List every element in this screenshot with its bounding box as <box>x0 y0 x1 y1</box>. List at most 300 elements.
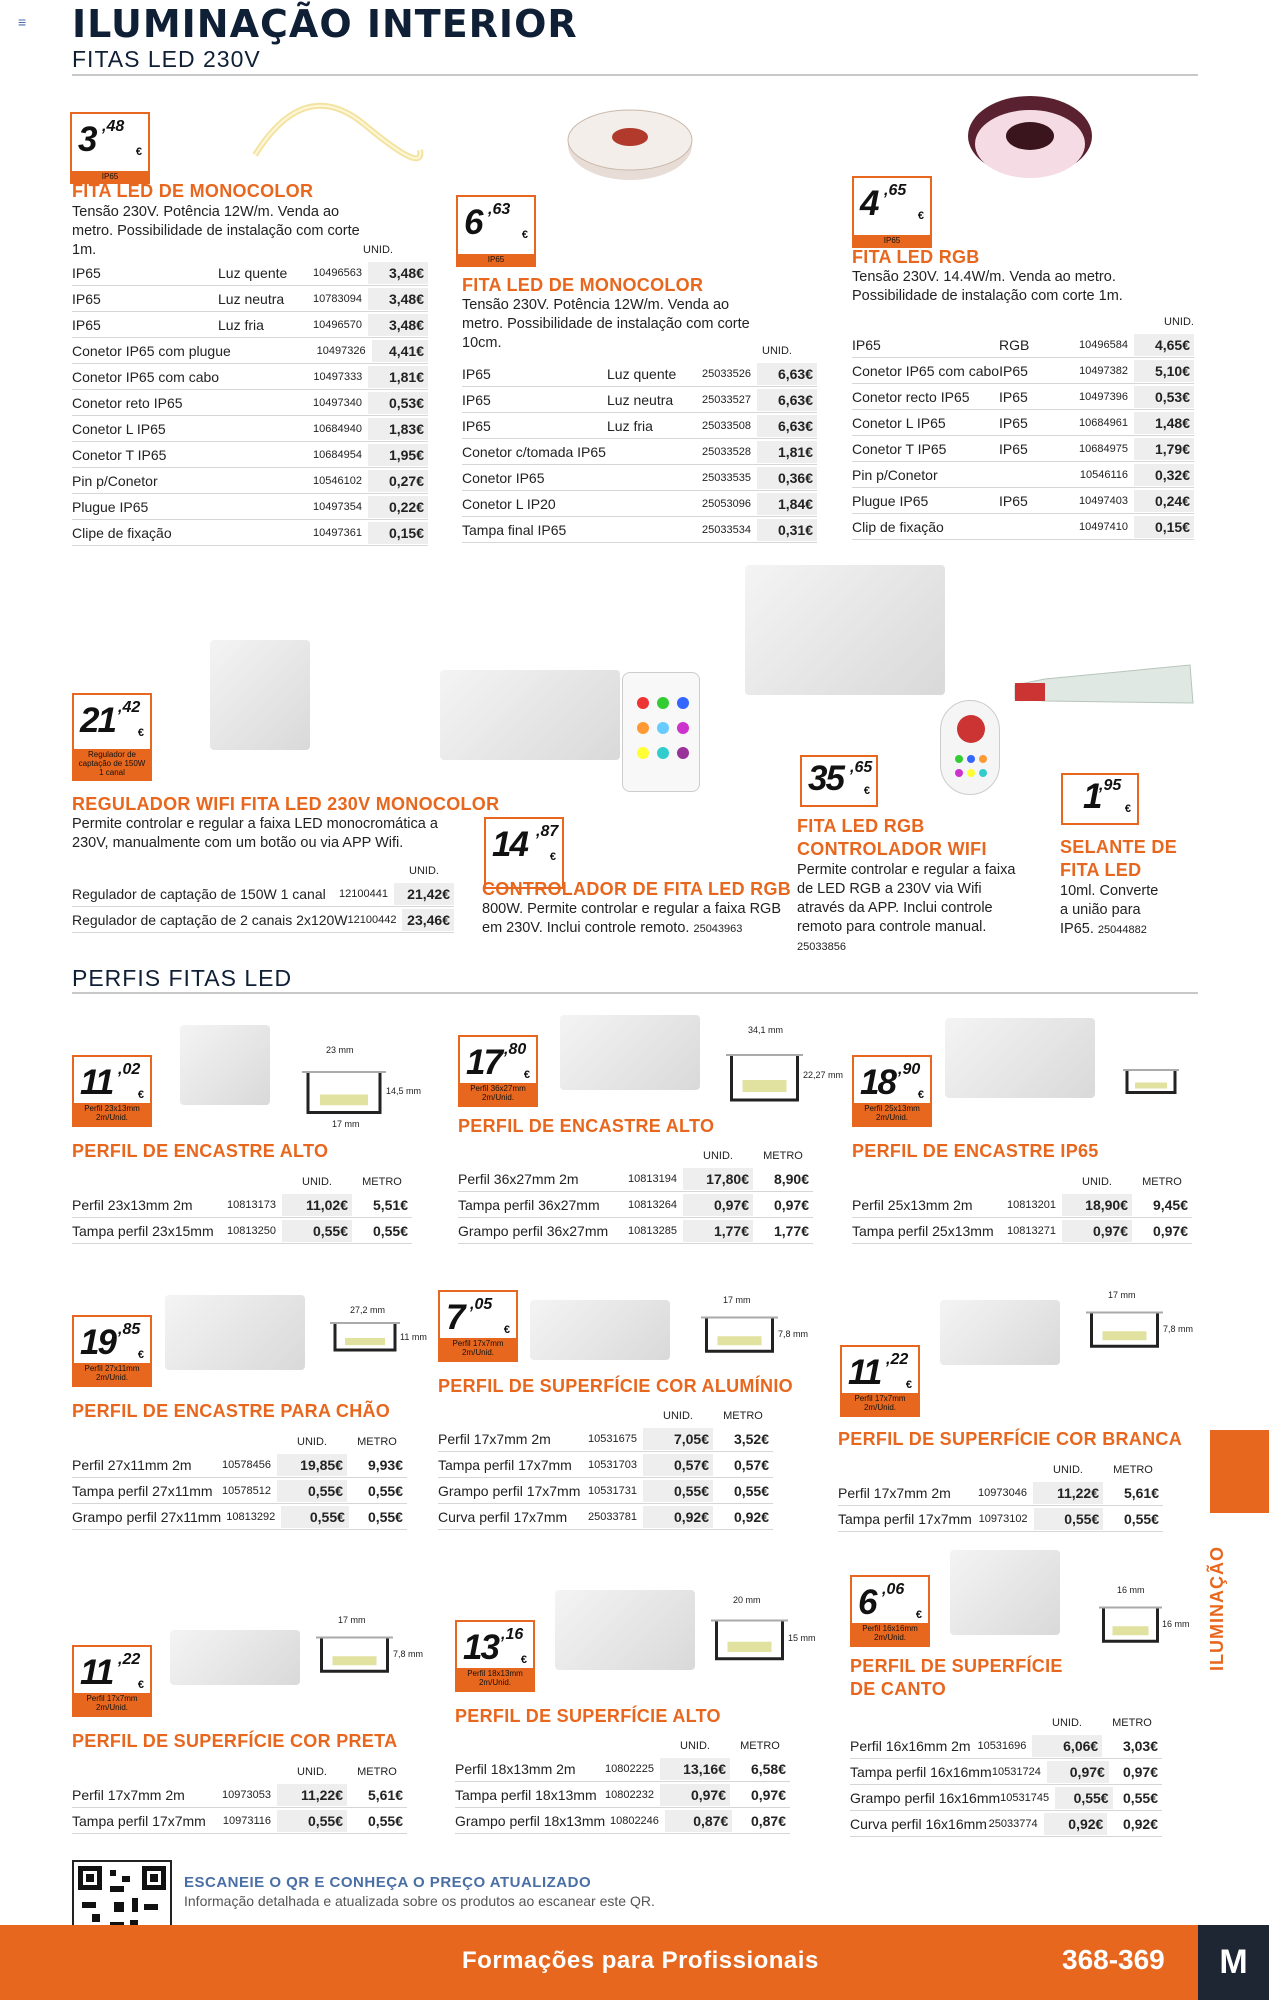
item-ref: 10497340 <box>313 396 362 409</box>
item-name: Tampa perfil 36x27mm <box>458 1196 600 1213</box>
product-table <box>458 1150 813 1244</box>
price-decimals: ,42 <box>118 699 141 716</box>
item-price-metro: 3,52€ <box>733 1430 769 1447</box>
item-ref: 10813285 <box>628 1224 677 1237</box>
table-row <box>462 439 817 465</box>
table-row <box>455 1782 790 1808</box>
product-table <box>72 865 454 933</box>
profile-diagram <box>700 1595 816 1680</box>
price-tag <box>800 755 878 807</box>
table-row <box>852 462 1194 488</box>
table-row <box>458 1192 813 1218</box>
table-row <box>72 1808 407 1834</box>
item-price: 4,41€ <box>372 340 428 362</box>
item-price: 1,48€ <box>1134 412 1194 434</box>
profile-diagram <box>290 1045 422 1135</box>
dimension-label: 17 mm <box>332 1118 360 1129</box>
price-integer: 7 <box>446 1298 464 1337</box>
price-badge: Perfil 36x27mm 2m/Unid. <box>460 1083 536 1105</box>
price-badge: Perfil 17x7mm 2m/Unid. <box>74 1693 150 1715</box>
item-name: Tampa perfil 17x7mm <box>838 1510 972 1527</box>
col-unit: UNID. <box>297 1766 327 1778</box>
wifi-controller-image <box>745 565 945 695</box>
item-ref: 10497333 <box>313 370 363 383</box>
item-price: 6,63€ <box>757 363 817 385</box>
menu-icon[interactable]: ≡ <box>18 14 27 30</box>
item-name: Tampa perfil 23x15mm <box>72 1222 214 1239</box>
profile-diagram <box>305 1615 424 1690</box>
price-integer: 14 <box>492 825 527 864</box>
product-table <box>852 316 1194 540</box>
product-table <box>72 1176 412 1244</box>
footer-slogan: Formações para Profissionais <box>462 1947 819 1974</box>
item-price: 0,36€ <box>757 467 817 489</box>
table-row <box>455 1756 790 1782</box>
item-price: 0,31€ <box>757 519 817 541</box>
qr-heading: ESCANEIE O QR E CONHEÇA O PREÇO ATUALIZADO <box>184 1874 592 1891</box>
item-ref: 10813292 <box>226 1510 276 1523</box>
table-row <box>838 1480 1163 1506</box>
side-label: ILUMINAÇÃO <box>1207 1546 1227 1671</box>
item-ref: 12100442 <box>347 913 397 926</box>
price-badge: IP65 <box>854 235 930 246</box>
price-tag <box>1061 773 1139 825</box>
item-ref: 25033781 <box>588 1510 637 1523</box>
item-ref: 10973116 <box>222 1814 271 1827</box>
col-metro: METRO <box>1142 1176 1182 1188</box>
table-row <box>72 1218 412 1244</box>
item-price: 0,22€ <box>368 496 428 518</box>
item-name: Perfil 25x13mm 2m <box>852 1196 973 1213</box>
item-price: 6,63€ <box>757 415 817 437</box>
item-price-unit: 11,02€ <box>282 1194 352 1216</box>
item-ref: 10684961 <box>1079 416 1128 429</box>
item-price-unit: 11,22€ <box>1033 1482 1103 1504</box>
table-row <box>72 1452 407 1478</box>
currency: € <box>137 1089 144 1101</box>
item-name: Grampo perfil 27x11mm <box>72 1508 222 1525</box>
price-tag <box>72 693 152 781</box>
table-row <box>462 387 817 413</box>
table-row <box>72 1782 407 1808</box>
currency: € <box>915 1609 922 1621</box>
item-name: IP65 <box>462 417 491 434</box>
price-integer: 11 <box>848 1353 881 1392</box>
product-table <box>438 1410 773 1530</box>
item-price-metro: 0,55€ <box>1123 1510 1159 1527</box>
item-price-unit: 6,06€ <box>1032 1735 1102 1757</box>
item-price-unit: 13,16€ <box>660 1758 730 1780</box>
profile-image <box>560 1015 700 1090</box>
item-name: Conetor L IP65 <box>852 414 946 431</box>
item-ref: 10531745 <box>1000 1791 1050 1804</box>
price-decimals: ,02 <box>118 1061 141 1078</box>
item-name: Conetor IP65 <box>462 469 545 486</box>
item-name: Pin p/Conetor <box>852 466 938 483</box>
col-unit: UNID. <box>762 345 792 357</box>
item-name: Regulador de captação de 2 canais 2x120W <box>72 911 348 928</box>
item-price-unit: 18,90€ <box>1062 1194 1132 1216</box>
item-name: Plugue IP65 <box>72 498 149 515</box>
item-ref: 10497396 <box>1079 390 1128 403</box>
price-decimals: ,95 <box>1099 777 1122 794</box>
table-row <box>462 413 817 439</box>
item-price-metro: 0,57€ <box>733 1456 769 1473</box>
dimension-label: 11 mm <box>400 1332 427 1342</box>
table-row <box>72 312 428 338</box>
item-name: Conetor IP65 com cabo <box>72 368 220 385</box>
price-integer: 18 <box>860 1063 895 1102</box>
item-variant: IP65 <box>999 362 1028 379</box>
item-price: 6,63€ <box>757 389 817 411</box>
profile-image <box>180 1025 270 1105</box>
profile-image <box>950 1550 1060 1635</box>
item-variant: Luz neutra <box>607 391 674 408</box>
item-ref: 10531696 <box>977 1739 1027 1752</box>
item-price: 5,10€ <box>1134 360 1194 382</box>
profile-diagram <box>1075 1290 1194 1365</box>
table-row <box>72 1192 412 1218</box>
product-title-line2: FITA LED <box>1060 860 1142 880</box>
item-price-unit: 0,97€ <box>1062 1220 1132 1242</box>
table-row <box>852 1218 1192 1244</box>
product-description: Permite controlar e regular a faixa LED monocromática a 230V, manualmente com um botão ou via APP Wifi. <box>72 816 438 851</box>
item-price-metro: 0,55€ <box>367 1812 403 1829</box>
item-ref: 10497326 <box>316 344 366 357</box>
item-name: Grampo perfil 16x16mm <box>850 1789 1001 1806</box>
item-name: Conetor L IP20 <box>462 495 556 512</box>
product-title: PERFIL DE SUPERFÍCIE DE CANTO <box>850 1656 1063 1699</box>
table-row <box>72 1504 407 1530</box>
item-price-unit: 0,57€ <box>643 1454 713 1476</box>
price-decimals: ,06 <box>882 1581 905 1598</box>
profile-image <box>170 1630 300 1685</box>
item-price-metro: 6,58€ <box>750 1760 786 1777</box>
col-unit: UNID. <box>1164 316 1194 328</box>
col-metro: METRO <box>763 1150 803 1162</box>
table-row <box>850 1785 1162 1811</box>
item-variant: IP65 <box>999 440 1028 457</box>
item-price-metro: 9,45€ <box>1152 1196 1188 1213</box>
item-price-metro: 0,92€ <box>733 1508 769 1525</box>
item-ref: 25033535 <box>702 471 751 484</box>
brand-logo[interactable]: M <box>1198 1925 1269 2000</box>
item-ref: 10684940 <box>313 422 362 435</box>
table-row <box>438 1452 773 1478</box>
price-badge: IP65 <box>72 171 148 182</box>
item-variant: Luz fria <box>218 316 264 333</box>
item-price: 3,48€ <box>368 314 428 336</box>
table-row <box>72 468 428 494</box>
price-tag <box>840 1345 920 1417</box>
item-price-metro: 0,87€ <box>750 1812 787 1829</box>
divider <box>72 74 1198 76</box>
item-name: Conetor c/tomada IP65 <box>462 443 606 460</box>
item-price-unit: 17,80€ <box>683 1168 753 1190</box>
item-price-unit: 0,87€ <box>665 1810 732 1832</box>
item-ref: 25033534 <box>702 523 751 536</box>
item-name: Clipe de fixação <box>72 524 172 541</box>
item-name: Conetor IP65 com cabo <box>852 362 1000 379</box>
table-row <box>852 488 1194 514</box>
item-ref: 10496570 <box>313 318 362 331</box>
item-price: 3,48€ <box>368 288 428 310</box>
price-badge: Regulador de captação de 150W 1 canal <box>74 749 150 779</box>
price-tag <box>455 1620 535 1692</box>
table-row <box>462 517 817 543</box>
table-row <box>852 436 1194 462</box>
side-tab <box>1210 1430 1269 1513</box>
product-table <box>850 1717 1162 1837</box>
product-title: PERFIL DE ENCASTRE ALTO <box>458 1116 715 1136</box>
table-row <box>458 1218 813 1244</box>
table-row <box>850 1759 1162 1785</box>
price-badge: Perfil 17x7mm 2m/Unid. <box>842 1393 918 1415</box>
col-unit: UNID. <box>1052 1717 1082 1729</box>
product-table <box>72 1766 407 1834</box>
item-ref: 25033526 <box>702 367 751 380</box>
item-price: 0,24€ <box>1134 490 1194 512</box>
table-row <box>852 384 1194 410</box>
currency: € <box>905 1379 912 1391</box>
profile-diagram <box>690 1295 809 1370</box>
price-badge: Perfil 23x13mm 2m/Unid. <box>74 1103 150 1125</box>
item-price: 1,81€ <box>368 366 428 388</box>
dimension-label: 17 mm <box>1108 1290 1136 1300</box>
price-decimals: ,85 <box>118 1321 141 1338</box>
item-price-unit: 0,55€ <box>643 1480 713 1502</box>
col-unit: UNID. <box>703 1150 733 1162</box>
item-price-unit: 0,97€ <box>660 1784 730 1806</box>
item-price-metro: 0,97€ <box>1122 1763 1159 1780</box>
dimension-label: 7,8 mm <box>778 1328 809 1339</box>
currency: € <box>521 229 528 241</box>
item-ref: 10497410 <box>1079 520 1128 533</box>
dimension-label: 7,8 mm <box>393 1648 424 1659</box>
price-tag <box>72 1315 152 1387</box>
table-row <box>72 442 428 468</box>
item-ref: 10531731 <box>588 1484 637 1497</box>
table-row <box>852 332 1194 358</box>
product-title: REGULADOR WIFI FITA LED 230V MONOCOLOR <box>72 794 500 814</box>
currency: € <box>137 1679 144 1691</box>
price-tag <box>456 195 536 267</box>
price-badge: Perfil 16x16mm 2m/Unid. <box>852 1623 928 1645</box>
item-ref: 10496584 <box>1079 338 1128 351</box>
table-row <box>852 1192 1192 1218</box>
item-ref: 10496563 <box>313 266 362 279</box>
item-ref: 10546102 <box>313 474 362 487</box>
dimension-label: 20 mm <box>733 1595 761 1605</box>
item-ref: 10813201 <box>1007 1198 1056 1211</box>
col-unit: UNID. <box>302 1176 332 1188</box>
item-ref: 10578512 <box>222 1484 271 1497</box>
price-integer: 1 <box>1083 777 1101 816</box>
price-decimals: ,48 <box>102 118 125 135</box>
item-name: Curva perfil 17x7mm <box>438 1508 568 1525</box>
col-unit: UNID. <box>409 865 439 877</box>
price-badge: Perfil 25x13mm 2m/Unid. <box>854 1103 930 1125</box>
table-row <box>458 1166 813 1192</box>
product-title: FITA LED DE MONOCOLOR <box>72 181 314 201</box>
table-row <box>72 390 428 416</box>
item-variant: Luz quente <box>218 264 288 281</box>
currency: € <box>1124 803 1131 815</box>
item-name: Perfil 17x7mm 2m <box>72 1786 185 1803</box>
item-ref: 10497354 <box>313 500 362 513</box>
item-ref: 25053096 <box>702 497 751 510</box>
page-title: ILUMINAÇÃO INTERIOR <box>72 2 578 46</box>
item-ref: 10497403 <box>1079 494 1128 507</box>
item-price: 1,84€ <box>757 493 817 515</box>
item-price: 23,46€ <box>402 909 454 931</box>
item-price-unit: 7,05€ <box>643 1428 713 1450</box>
item-price-unit: 0,97€ <box>1047 1761 1109 1783</box>
item-name: Pin p/Conetor <box>72 472 158 489</box>
col-unit: UNID. <box>663 1410 693 1422</box>
product-title: PERFIL DE SUPERFÍCIE COR BRANCA <box>838 1429 1182 1449</box>
currency: € <box>520 1654 527 1666</box>
item-price-metro: 8,90€ <box>773 1170 809 1187</box>
profile-diagram <box>715 1025 844 1125</box>
item-ref: 10497382 <box>1079 364 1129 377</box>
currency: € <box>523 1069 530 1081</box>
price-integer: 17 <box>466 1043 501 1082</box>
item-price-metro: 5,61€ <box>367 1786 403 1803</box>
item-name: Tampa perfil 16x16mm <box>850 1763 992 1780</box>
table-row <box>850 1733 1162 1759</box>
col-unit: UNID. <box>363 244 393 256</box>
item-price: 0,15€ <box>368 522 428 544</box>
col-metro: METRO <box>357 1436 397 1448</box>
price-decimals: ,63 <box>488 201 511 218</box>
item-name: Tampa perfil 27x11mm <box>72 1482 213 1499</box>
item-ref: 10813271 <box>1007 1224 1056 1237</box>
item-ref: 10813264 <box>628 1198 677 1211</box>
price-integer: 11 <box>80 1653 113 1692</box>
item-variant: Luz fria <box>607 417 653 434</box>
item-name: Perfil 17x7mm 2m <box>438 1430 551 1447</box>
profile-image <box>555 1590 695 1670</box>
price-integer: 4 <box>860 184 878 223</box>
table-row <box>852 358 1194 384</box>
led-reel-image <box>560 95 700 195</box>
item-variant: IP65 <box>999 414 1028 431</box>
table-row <box>72 881 454 907</box>
item-variant: IP65 <box>999 492 1028 509</box>
item-name: Tampa perfil 25x13mm <box>852 1222 994 1239</box>
product-table <box>838 1464 1163 1532</box>
item-name: IP65 <box>462 391 491 408</box>
item-variant: IP65 <box>999 388 1028 405</box>
product-description: Tensão 230V. 14.4W/m. Venda ao metro. Possibilidade de instalação com corte 1m. <box>852 269 1123 304</box>
price-decimals: ,87 <box>536 823 559 840</box>
item-ref: 10684954 <box>313 448 362 461</box>
dimension-label: 16 mm <box>1162 1618 1190 1629</box>
product-title: PERFIL DE ENCASTRE PARA CHÃO <box>72 1401 391 1421</box>
col-unit: UNID. <box>680 1740 710 1752</box>
remote-control-image <box>622 672 700 792</box>
item-name: IP65 <box>462 365 491 382</box>
item-ref: 10802246 <box>609 1814 659 1827</box>
col-unit: UNID. <box>1082 1176 1112 1188</box>
product-table <box>852 1176 1192 1244</box>
item-price-metro: 0,55€ <box>733 1482 769 1499</box>
price-decimals: ,05 <box>470 1296 493 1313</box>
table-row <box>72 520 428 546</box>
item-price: 0,53€ <box>1134 386 1194 408</box>
item-name: Conetor recto IP65 <box>852 388 970 405</box>
item-name: Plugue IP65 <box>852 492 929 509</box>
section-title-perfis: PERFIS FITAS LED <box>72 965 293 991</box>
item-ref: 10531675 <box>588 1432 637 1445</box>
item-price-metro: 9,93€ <box>367 1456 403 1473</box>
item-ref: 10802232 <box>605 1788 654 1801</box>
item-price-metro: 0,55€ <box>1122 1789 1158 1806</box>
dimension-label: 14,5 mm <box>386 1085 422 1096</box>
item-price: 3,48€ <box>368 262 428 284</box>
product-description: 10ml. Converte a união para IP65. 25044882 <box>1060 883 1159 937</box>
profile-image <box>945 1018 1095 1098</box>
item-ref: 10813173 <box>227 1198 276 1211</box>
item-name: Perfil 18x13mm 2m <box>455 1760 576 1777</box>
item-ref: 10546116 <box>1079 468 1128 481</box>
table-row <box>438 1504 773 1530</box>
table-row <box>438 1478 773 1504</box>
item-price: 21,42€ <box>394 883 454 905</box>
table-row <box>838 1506 1163 1532</box>
price-tag <box>72 1055 152 1127</box>
item-ref: 25033508 <box>702 419 751 432</box>
item-price-metro: 0,55€ <box>367 1508 403 1525</box>
price-integer: 3 <box>78 120 96 159</box>
dimension-label: 27,2 mm <box>350 1305 386 1315</box>
item-ref: 10684975 <box>1079 442 1128 455</box>
currency: € <box>863 785 870 797</box>
item-price-metro: 0,92€ <box>1122 1815 1158 1832</box>
product-table <box>462 345 817 543</box>
page-numbers: 368-369 <box>1062 1944 1165 1975</box>
divider <box>72 992 1198 994</box>
product-ref: 25033856 <box>797 941 846 953</box>
item-ref: 10973046 <box>978 1486 1027 1499</box>
item-ref: 10813250 <box>227 1224 276 1237</box>
price-decimals: ,80 <box>504 1041 527 1058</box>
section-title-fitas: FITAS LED 230V <box>72 46 261 72</box>
item-ref: 10497361 <box>313 526 362 539</box>
item-name: Clip de fixação <box>852 518 944 535</box>
item-variant: RGB <box>999 336 1030 353</box>
table-row <box>72 338 428 364</box>
product-description: Tensão 230V. Potência 12W/m. Venda ao metro. Possibilidade de instalação com corte 10cm. <box>462 297 750 351</box>
qr-subtext: Informação detalhada e atualizada sobre os produtos ao escanear este QR. <box>184 1893 655 1909</box>
dimension-label: 34,1 mm <box>748 1025 784 1035</box>
item-name: Regulador de captação de 150W 1 canal <box>72 885 326 902</box>
table-row <box>852 514 1194 540</box>
item-ref: 25033528 <box>702 445 751 458</box>
item-name: IP65 <box>852 336 881 353</box>
dimension-label: 16 mm <box>1117 1585 1145 1595</box>
product-ref: 25044882 <box>1097 924 1147 936</box>
price-decimals: ,22 <box>118 1651 141 1668</box>
item-price-unit: 1,77€ <box>683 1220 753 1242</box>
table-row <box>72 416 428 442</box>
rgb-reel-image <box>960 86 1100 186</box>
price-badge: IP65 <box>458 254 534 265</box>
currency: € <box>137 1349 144 1361</box>
item-ref: 10531724 <box>991 1765 1041 1778</box>
item-price: 1,83€ <box>368 418 428 440</box>
